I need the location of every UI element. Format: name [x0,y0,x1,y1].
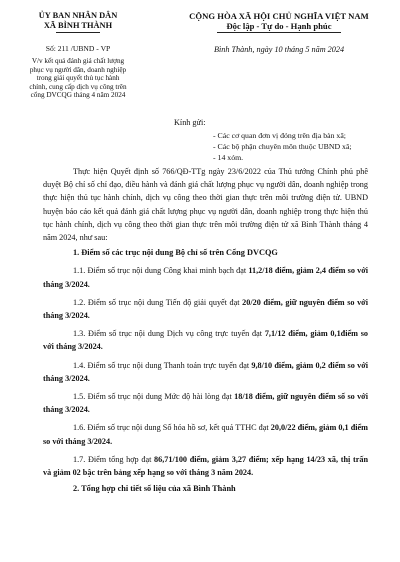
recipient-item: - 14 xóm. [213,153,244,162]
item-paragraph: 1.7. Điểm tổng hợp đạt 86,71/100 điểm, giảm 3,27 điểm; xếp hạng 14/23 xã, thị trấn và giảm 02 bậc trên bảng xếp hạng so với tháng 3 năm 2024. [43,454,368,478]
agency-name: ỦY BAN NHÂN DÂN [38,11,118,20]
kinh-gui-label: Kính gửi: [174,118,206,127]
section1-heading: 1. Điểm số các trục nội dung Bộ chỉ số trên Cổng DVCQG [73,248,278,258]
section2-heading: 2. Tổng hợp chi tiết số liệu của xã Bình Thành [73,484,236,494]
item-paragraph: 1.3. Điểm số trục nội dung Dịch vụ công trực tuyến đạt 7,1/12 điểm, giảm 0,1điểm so với tháng 3/2024. [43,329,368,352]
summary-line: trong giải quyết thủ tục hành [36,74,120,83]
motto-underline [217,32,341,33]
document-body [43,165,368,495]
agency-header [4,11,152,33]
recipient-item: - Các bộ phận chuyên môn thuộc UBND xã; [213,142,352,151]
national-motto: Độc lập - Tự do - Hạnh phúc [226,21,332,31]
summary-line: chính, cung cấp dịch vụ công trên [29,82,127,91]
recipient-item: - Các cơ quan đơn vị đóng trên địa bàn xã; [213,131,346,140]
summary-line: phục vụ người dân, doanh nghiệp [29,65,127,74]
document-number: Số: 211 /UBND - VP [45,44,111,53]
summary-line: V/v kết quả đánh giá chất lượng [31,57,125,65]
document-summary [4,57,152,100]
national-header [163,11,395,33]
intro-paragraph: Thực hiện Quyết định số 766/QĐ-TTg ngày 23/6/2022 của Thủ tướng Chính phủ phê duyệt Bộ chỉ số chỉ đạo, điều hành và đánh giá chất lượng phục vụ người dân, doanh nghiệp trong thực hiện thủ tục hành chính, dịch vụ công theo thời gian thực trên môi trường điện tử. UBND huyện báo cáo kết quả đánh giá chất lượng phục vụ người dân, doanh nghiệp trong thực hiện thủ tục hành chính, dịch vụ công theo thời gian thực trên môi trường điện tử xã Bình Thành tháng 4 năm 2024, như sau: [43,167,368,243]
agency-underline [56,32,100,33]
national-title: CỘNG HÒA XÃ HỘI CHỦ NGHĨA VIỆT NAM [189,11,369,21]
item-paragraph: 1.2. Điểm số trục nội dung Tiến độ giải quyết đạt 20/20 điểm, giữ nguyên điểm so với tháng 3/2024. [43,297,368,321]
item-paragraph: 1.4. Điểm số trục nội dung Thanh toán trực tuyến đạt 9,8/10 điểm, giảm 0,2 điểm so với tháng 3/2024. [43,360,368,383]
item-paragraph: 1.6. Điểm số trục nội dung Số hóa hồ sơ, kết quả TTHC đạt 20,0/22 điểm, giảm 0,1 điểm so với tháng 3/2024. [43,423,368,446]
recipient-list [213,130,352,163]
agency-unit: XÃ BÌNH THÀNH [43,21,113,30]
item-paragraph: 1.1. Điểm số trục nội dung Công khai minh bạch đạt 11,2/18 điểm, giảm 2,4 điểm so với tháng 3/2024. [43,266,368,289]
summary-line: cổng DVCQG tháng 4 năm 2024 [30,91,126,100]
place-date: Bình Thành, ngày 10 tháng 5 năm 2024 [213,45,345,54]
item-paragraph: 1.5. Điểm số trục nội dung Mức độ hài lòng đạt 18/18 điểm, giữ nguyên điểm số so với tháng 3/2024. [43,392,368,415]
